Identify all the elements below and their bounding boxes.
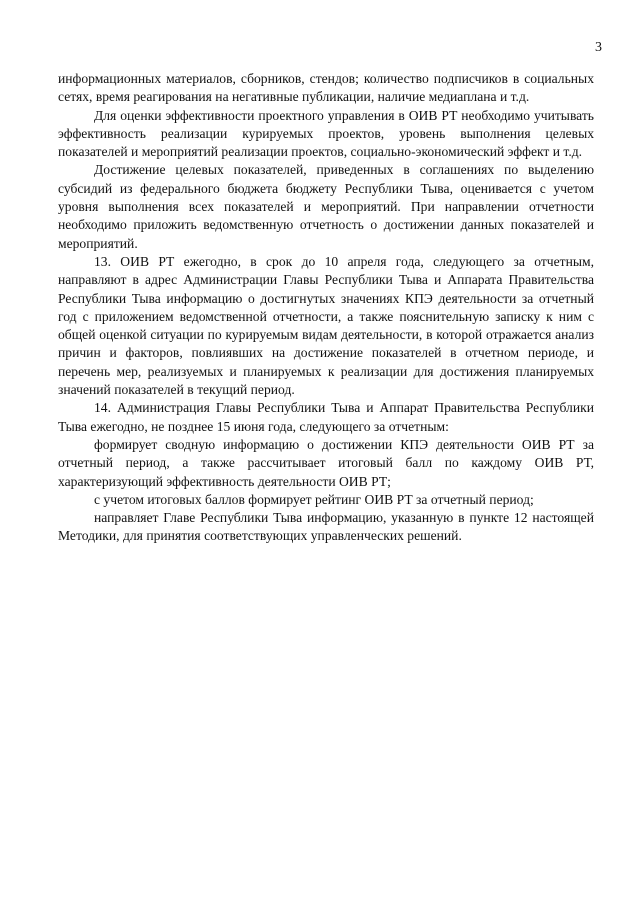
page-number: 3 — [595, 40, 602, 55]
paragraph-item-13: 13. ОИВ РТ ежегодно, в срок до 10 апреля года, следующего за отчетным, направляют в адрес Администрации Главы Республики Тыва и Аппарата Правительства Республики Тыва информацию о достигнутых значениях КПЭ деятельности за отчетный год с приложением ведомственной отчетности, а также пояснительную записку к ним с общей оценкой ситуации по курируемым видам деятельности, в которой отражается анализ причин и факторов, повлиявших на достижение показателей в отчетном периоде, и перечень мер, реализуемых и планируемых к реализации для достижения планируемых значений показателей в текущий период. — [58, 253, 594, 398]
paragraph-continuation: информационных материалов, сборников, стендов; количество подписчиков в социальных сетях, время реагирования на негативные публикации, наличие медиаплана и т.д. — [58, 71, 594, 105]
paragraph-item-14-rating: с учетом итоговых баллов формирует рейтинг ОИВ РТ за отчетный период; — [94, 491, 534, 507]
paragraph-item-14-summary: формирует сводную информацию о достижении КПЭ деятельности ОИВ РТ за отчетный период, а также рассчитывает итоговый балл по каждому ОИВ РТ, характеризующий эффективность деятельности ОИВ РТ; — [58, 436, 594, 489]
paragraph-target-indicators: Достижение целевых показателей, приведенных в соглашениях по выделению субсидий из федерального бюджета бюджету Республики Тыва, оценивается с учетом уровня выполнения всех показателей и мероприятий. При направлении отчетности необходимо приложить ведомственную отчетность о достижении данных показателей и мероприятий. — [58, 162, 594, 251]
paragraph-item-14-report: направляет Главе Республики Тыва информацию, указанную в пункте 12 настоящей Методики, для принятия соответствующих управленческих решений. — [58, 510, 594, 544]
paragraph-item-14: 14. Администрация Главы Республики Тыва и Аппарат Правительства Республики Тыва ежегодно, не позднее 15 июня года, следующего за отчетным: — [58, 400, 594, 434]
paragraph-project-management: Для оценки эффективности проектного управления в ОИВ РТ необходимо учитывать эффективность реализации курируемых проектов, уровень выполнения целевых показателей и мероприятий реализации проектов, социально-экономический эффект и т.д. — [58, 107, 594, 160]
document-body — [58, 70, 594, 546]
